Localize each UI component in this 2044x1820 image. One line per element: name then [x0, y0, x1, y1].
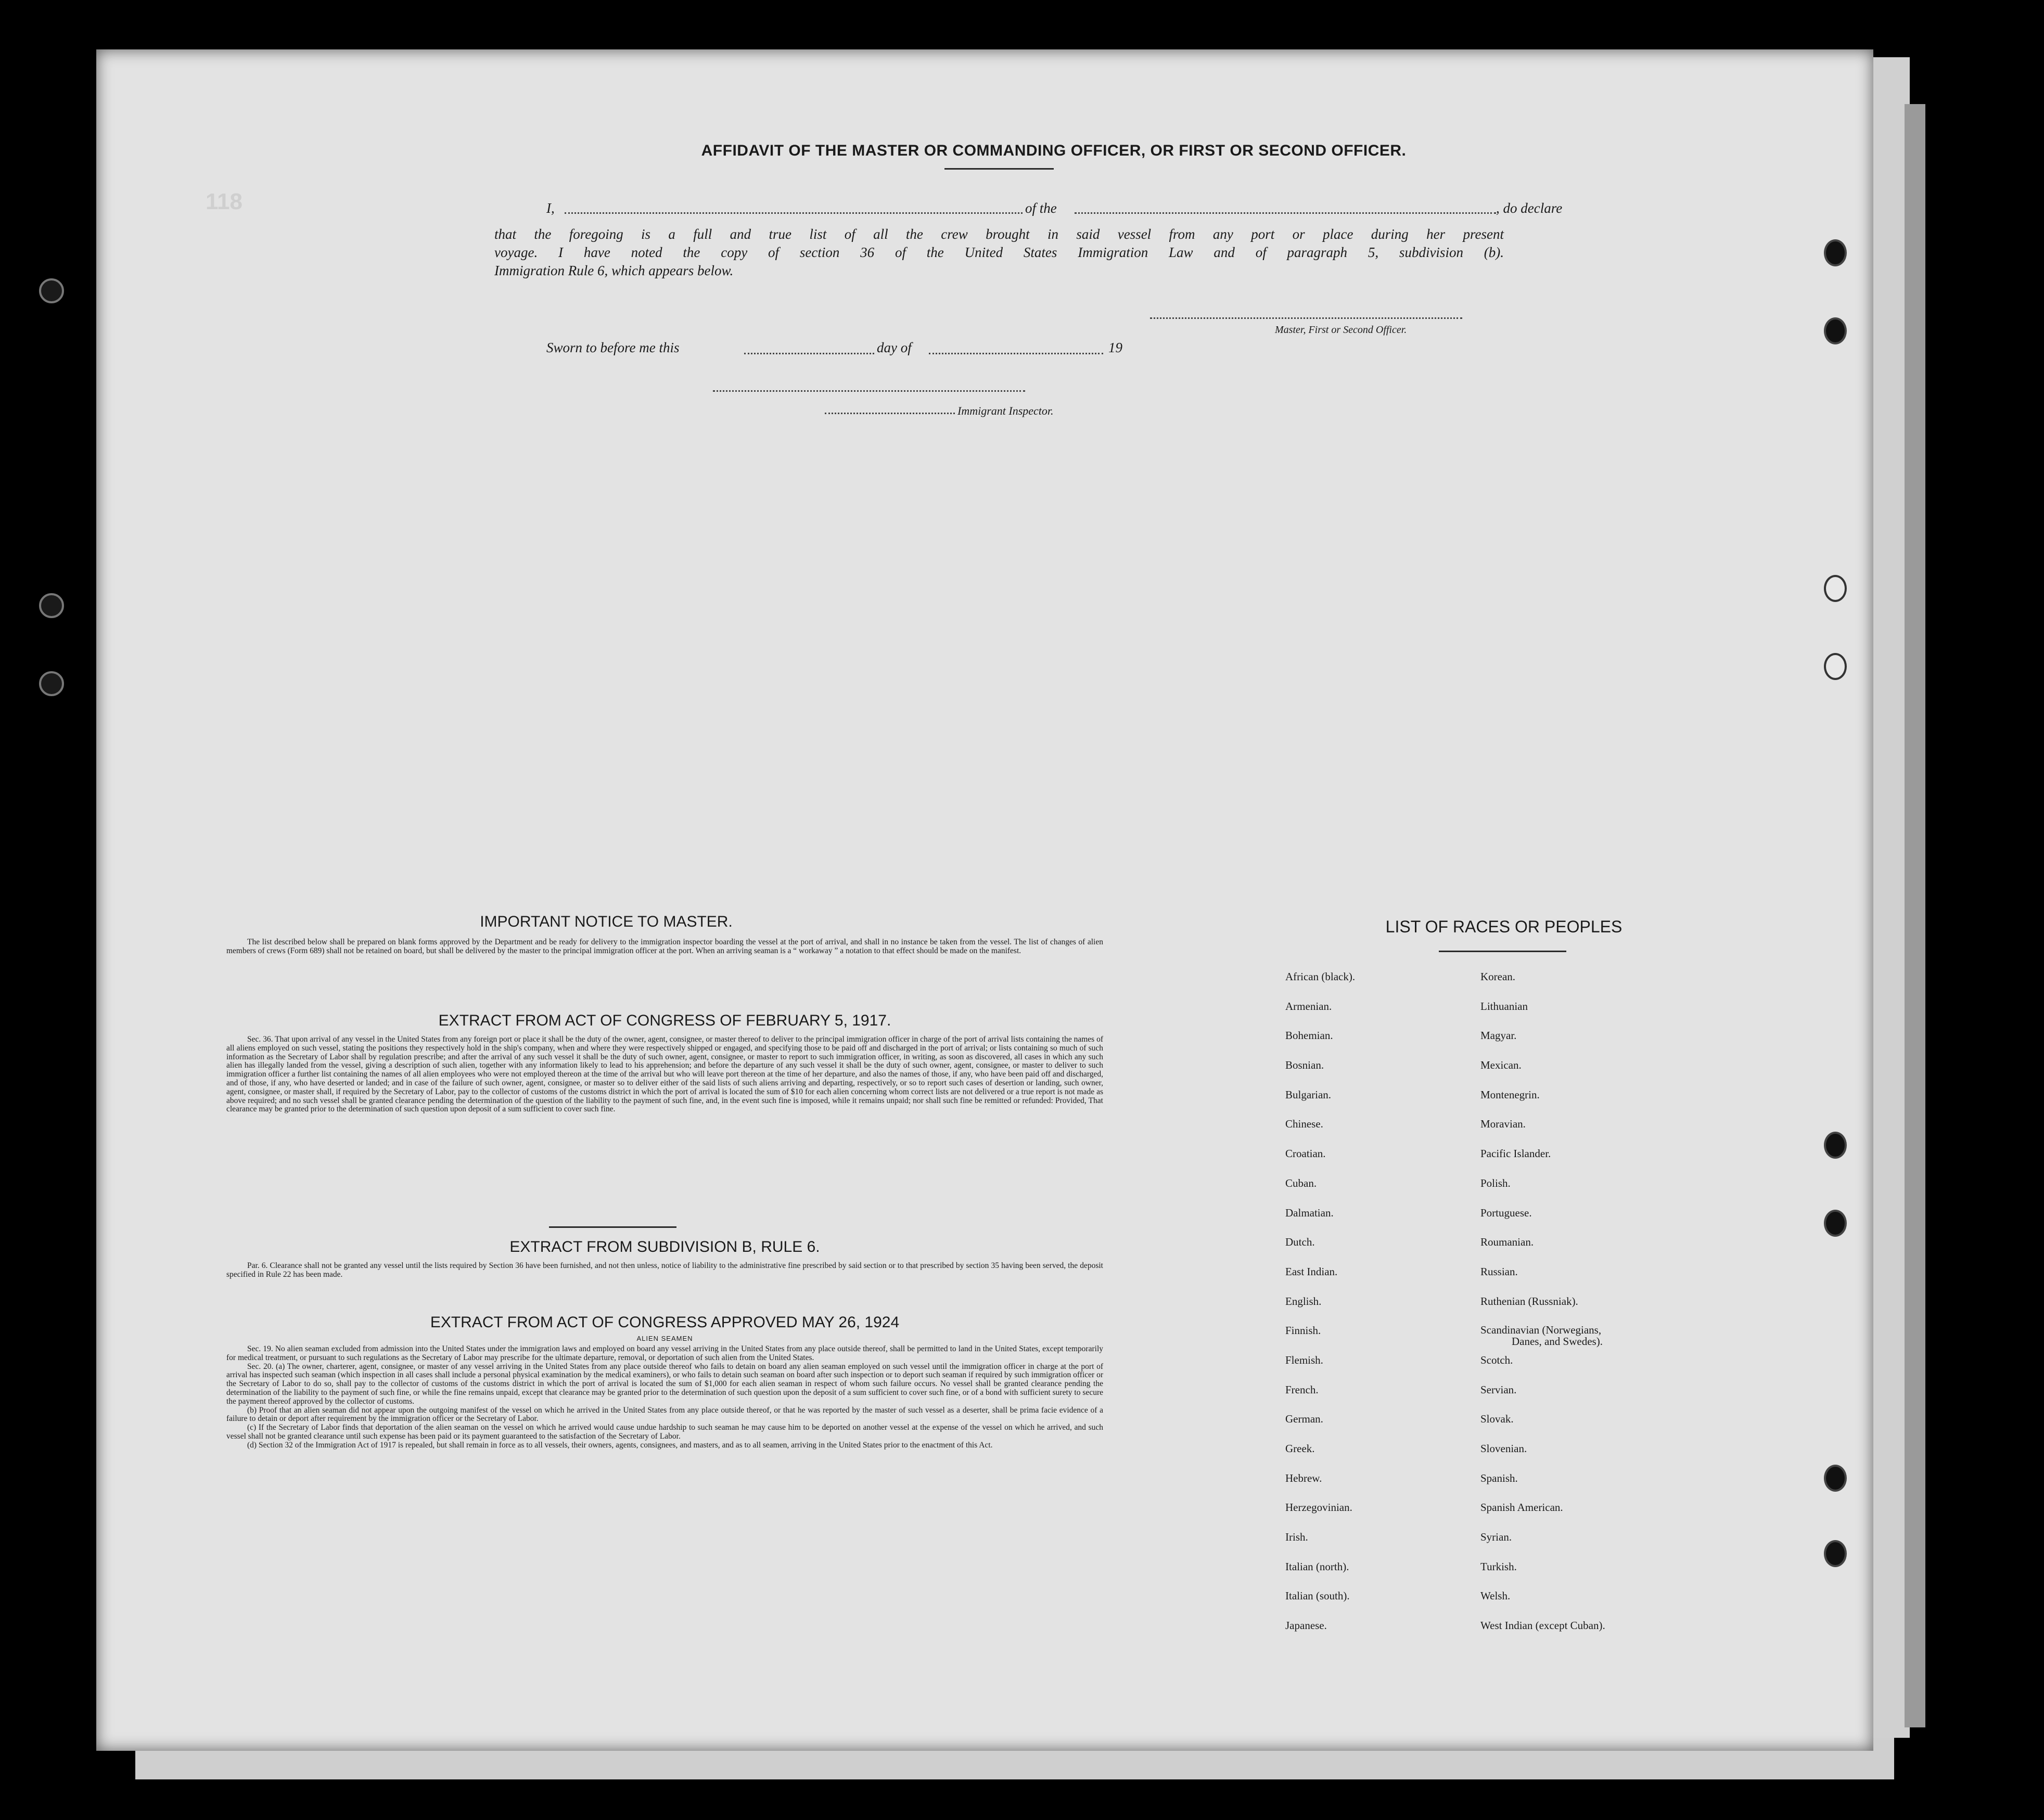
race-item: Spanish American. [1480, 1501, 1563, 1514]
race-item: Bohemian. [1285, 1029, 1333, 1042]
paper-edge-right-2 [1905, 104, 1925, 1727]
binder-hole-right-2 [1824, 317, 1847, 344]
race-item: Spanish. [1480, 1471, 1518, 1484]
races-title-underline [1439, 951, 1566, 952]
race-item: Hebrew. [1285, 1471, 1322, 1484]
extract-1924-subtitle: ALIEN SEAMEN [636, 1335, 693, 1342]
race-item: German. [1285, 1413, 1323, 1426]
race-item: Portuguese. [1480, 1206, 1532, 1219]
sworn-day-field[interactable] [744, 353, 874, 354]
extract-1924-paragraph: (d) Section 32 of the Immigration Act of 1917 is repealed, but shall remain in force as to all vessels, their owners, agents, consignees, and masters, and as to all seamen, arriving in the United States prior to the enactment of this Act. [247, 1440, 993, 1450]
extract-1917-text: Sec. 36. That upon arrival of any vessel in the United States from any foreign port or place it shall be the duty of the owner, agent, consignee, or master thereof to deliver to the principal immigration officer in charge of the port of arrival lists containing the names of all aliens employed on such vessel, stating the positions they respectively hold in the ship's company, when and where they were respectively shipped or engaged, and specifying those to be paid off and discharged in the port of arrival; or lists containing so much of such information as the Secretary of Labor shall by regulation prescribe; and after the arrival of any such vessel it shall be the duty of such owner, agent, consignee, or master to report to such immigration officer, in writing, as soon as discovered, all cases in which any such alien has illegally landed from the vessel, giving a description of such alien, together with any information likely to lead to his apprehension; and before the departure of any such vessel it shall be the duty of such owner, agent, consignee, or master to deliver to such immigration officer a further list containing the names of all alien employees who were not employed thereon at the time of the arrival but who will leave port thereon at the time of her departure, and also the names of those, if any, who have been paid off and discharged, and of those, if any, who have deserted or landed; and in case of the failure of such owner, agent, consignee, or master so to deliver either of the said lists of such aliens arriving and departing, respectively, or so to report such cases of desertion or landing, such owner, agent, consignee, or master shall, if required by the Secretary of Labor, pay to the collector of customs of the customs district in which the port of arrival is located the sum of $10 for each alien concerning whom correct lists are not delivered or a true report is not made as above required; and no such vessel shall be granted clearance pending the determination of the question of the liability to the payment of such fine, and, in the event such fine is imposed, while it remains unpaid; nor shall such fine be remitted or refunded: Provided, That clearance may be granted prior to the determination of such question upon deposit of a sum sufficient to cover such fine. [226, 1035, 1103, 1114]
race-item: Lithuanian [1480, 999, 1528, 1012]
race-item: West Indian (except Cuban). [1480, 1619, 1605, 1632]
subdivision-text: Par. 6. Clearance shall not be granted any vessel until the lists required by Section 36 have been furnished, and not then unless, notice of liability to the administrative fine prescribed by said section or to that prescribed by section 35 having been served, the deposit specified in Rule 22 has been made. [226, 1261, 1103, 1279]
officer-signature-label: Master, First or Second Officer. [1275, 324, 1407, 336]
race-item: English. [1285, 1294, 1322, 1308]
binder-hole-left-2 [39, 593, 64, 618]
extract-1924-paragraph: (b) Proof that an alien seaman did not appear upon the outgoing manifest of the vessel on which he arrived in the United States from any place outside thereof, or that he was reported by the master of such vessel as a deserter, shall be prima facie evidence of a failure to detain or deport after requirement by the immigration officer or the Secretary of Labor. [226, 1405, 1103, 1424]
bleed-through-page-number: 118 [206, 189, 242, 214]
binder-hole-right-3 [1824, 575, 1847, 602]
affidavit-do-declare: , do declare [1496, 200, 1563, 216]
race-item: Magyar. [1480, 1029, 1517, 1042]
notice-text: The list described below shall be prepared on blank forms approved by the Department and be ready for delivery to the immigration inspector boarding the vessel at the port of arrival, and shall in no instance be taken from the vessel. The list of changes of alien members of crews (Form 689) shall not be retained on board, but shall be delivered by the master to the principal immigration officer at the port. When an arriving seaman is a “ workaway ” a notation to that effect should be made on the manifest. [226, 938, 1103, 955]
race-item: Chinese. [1285, 1118, 1323, 1131]
sworn-year-prefix: 19 [1108, 340, 1122, 355]
subdivision-title: EXTRACT FROM SUBDIVISION B, RULE 6. [509, 1238, 820, 1255]
race-item: French. [1285, 1383, 1319, 1396]
sworn-day-of: day of [877, 340, 912, 355]
paper-edge-right [1868, 57, 1910, 1738]
race-item: African (black). [1285, 970, 1356, 983]
affidavit-of-the: of the [1025, 200, 1057, 216]
extract-1924-text [226, 1345, 1103, 1450]
races-list-right [1480, 970, 1605, 1649]
extract-1924-paragraph: Sec. 20. (a) The owner, charterer, agent, consignee, or master of any vessel arriving in the United States from any place outside thereof who fails to detain on board any alien seaman employed on such vessel until the immigration officer in charge at the port of arrival has inspected such seaman (which inspection in all cases shall include a personal physical examination by the medical examiners), or who fails to detain such seaman on board after such inspection or to deport such seaman if required by such immigration officer or the Secretary of Labor to do so, shall pay to the collector of customs of the customs district in which the port of arrival is located the sum of $1,000 for each alien seaman in respect of whom such failure occurs. No vessel shall be granted clearance pending the determination of the liability to the payment of such fine, or while the fine remains unpaid, except that clearance may be granted prior to the determination of such question upon the deposit of a sum sufficient to cover such fine, or of a bond with sufficient surety to secure the payment thereof approved by the collector of customs. [226, 1362, 1103, 1406]
binder-hole-right-8 [1824, 1540, 1847, 1567]
affidavit-body-line-3: Immigration Rule 6, which appears below. [494, 263, 734, 278]
race-item: Greek. [1285, 1442, 1315, 1455]
race-item: Armenian. [1285, 999, 1332, 1012]
sworn-prefix: Sworn to before me this [546, 340, 680, 355]
race-item: Bosnian. [1285, 1059, 1324, 1072]
race-item: Japanese. [1285, 1619, 1327, 1632]
officer-signature-line[interactable] [1150, 317, 1462, 319]
extract-1924-title: EXTRACT FROM ACT OF CONGRESS APPROVED MAY 26, 1924 [430, 1314, 900, 1331]
inspector-label: Immigrant Inspector. [957, 404, 1054, 417]
race-item: Welsh. [1480, 1590, 1511, 1603]
extract-1924-paragraph: Sec. 19. No alien seaman excluded from admission into the United States under the immigration laws and employed on board any vessel arriving in the United States from any place outside thereof, shall be permitted to land in the United States, except temporarily for medical treatment, or pursuant to such regulations as the Secretary of Labor may prescribe for the ultimate departure, removal, or deportation of such alien from the United States. [226, 1344, 1103, 1362]
binder-hole-right-6 [1824, 1210, 1847, 1237]
race-item: Roumanian. [1480, 1236, 1534, 1249]
binder-hole-right-5 [1824, 1132, 1847, 1159]
vessel-name-field[interactable] [1075, 212, 1496, 214]
affidavit-title-underline [944, 168, 1054, 170]
race-item: Russian. [1480, 1265, 1518, 1278]
affidavit-declarant-prefix: I, [546, 200, 555, 216]
race-item: Turkish. [1480, 1560, 1517, 1573]
race-item: Finnish. [1285, 1324, 1321, 1337]
extract-1924-paragraph: (c) If the Secretary of Labor finds that deportation of the alien seaman on the vessel on which he arrived would cause undue hardship to such seaman he may cause him to be deported on another vessel at the expense of the vessel on which he arrived, and such vessel shall not be granted clearance until such expense has been paid or its payment guaranteed to the satisfaction of the Secretary of Labor. [226, 1423, 1103, 1441]
extract-1917-title: EXTRACT FROM ACT OF CONGRESS OF FEBRUARY 5, 1917. [438, 1012, 891, 1029]
race-item [1480, 1324, 1605, 1354]
race-item-scandinavian-cont: Danes, and Swedes). [1512, 1335, 1603, 1348]
race-item: Irish. [1285, 1531, 1308, 1544]
binder-hole-right-7 [1824, 1465, 1847, 1492]
affidavit-body-line-2: voyage. I have noted the copy of section 36 of the United States Immigration Law and of paragraph 5, subdivision (b). [494, 245, 1504, 260]
races-title: LIST OF RACES OR PEOPLES [1385, 917, 1623, 936]
binder-hole-right-1 [1824, 239, 1847, 266]
race-item: Mexican. [1480, 1059, 1522, 1072]
race-item: Dutch. [1285, 1236, 1315, 1249]
race-item: Croatian. [1285, 1147, 1326, 1160]
binder-hole-left-3 [39, 671, 64, 696]
affidavit-body-line-1: that the foregoing is a full and true list of all the crew brought in said vessel from any port or place during her present [494, 226, 1504, 242]
binder-hole-right-4 [1824, 653, 1847, 680]
race-item: Italian (north). [1285, 1560, 1349, 1573]
sworn-month-field[interactable] [929, 353, 1103, 354]
race-item: Cuban. [1285, 1176, 1317, 1189]
notice-title: IMPORTANT NOTICE TO MASTER. [480, 913, 733, 930]
race-item: Montenegrin. [1480, 1088, 1540, 1101]
race-item: Polish. [1480, 1176, 1511, 1189]
declarant-name-field[interactable] [565, 212, 1023, 214]
race-item: Dalmatian. [1285, 1206, 1334, 1219]
inspector-signature-line-2[interactable] [825, 413, 955, 414]
race-item: Ruthenian (Russniak). [1480, 1294, 1578, 1308]
race-item: East Indian. [1285, 1265, 1338, 1278]
race-item: Slovenian. [1480, 1442, 1527, 1455]
race-item: Syrian. [1480, 1531, 1512, 1544]
inspector-signature-line[interactable] [713, 390, 1025, 392]
race-item: Pacific Islander. [1480, 1147, 1551, 1160]
section-divider [549, 1226, 676, 1228]
race-item-scandinavian: Scandinavian (Norwegians, [1480, 1324, 1602, 1337]
race-item: Flemish. [1285, 1353, 1323, 1366]
race-item: Servian. [1480, 1383, 1517, 1396]
races-list-left [1285, 970, 1355, 1649]
race-item: Italian (south). [1285, 1590, 1350, 1603]
race-item: Scotch. [1480, 1353, 1513, 1366]
race-item: Moravian. [1480, 1118, 1526, 1131]
race-item: Bulgarian. [1285, 1088, 1332, 1101]
affidavit-title: AFFIDAVIT OF THE MASTER OR COMMANDING OFFICER, OR FIRST OR SECOND OFFICER. [701, 142, 1407, 159]
race-item: Slovak. [1480, 1413, 1514, 1426]
race-item: Korean. [1480, 970, 1516, 983]
race-item: Herzegovinian. [1285, 1501, 1352, 1514]
binder-hole-left-1 [39, 278, 64, 303]
document-page [96, 49, 1873, 1751]
